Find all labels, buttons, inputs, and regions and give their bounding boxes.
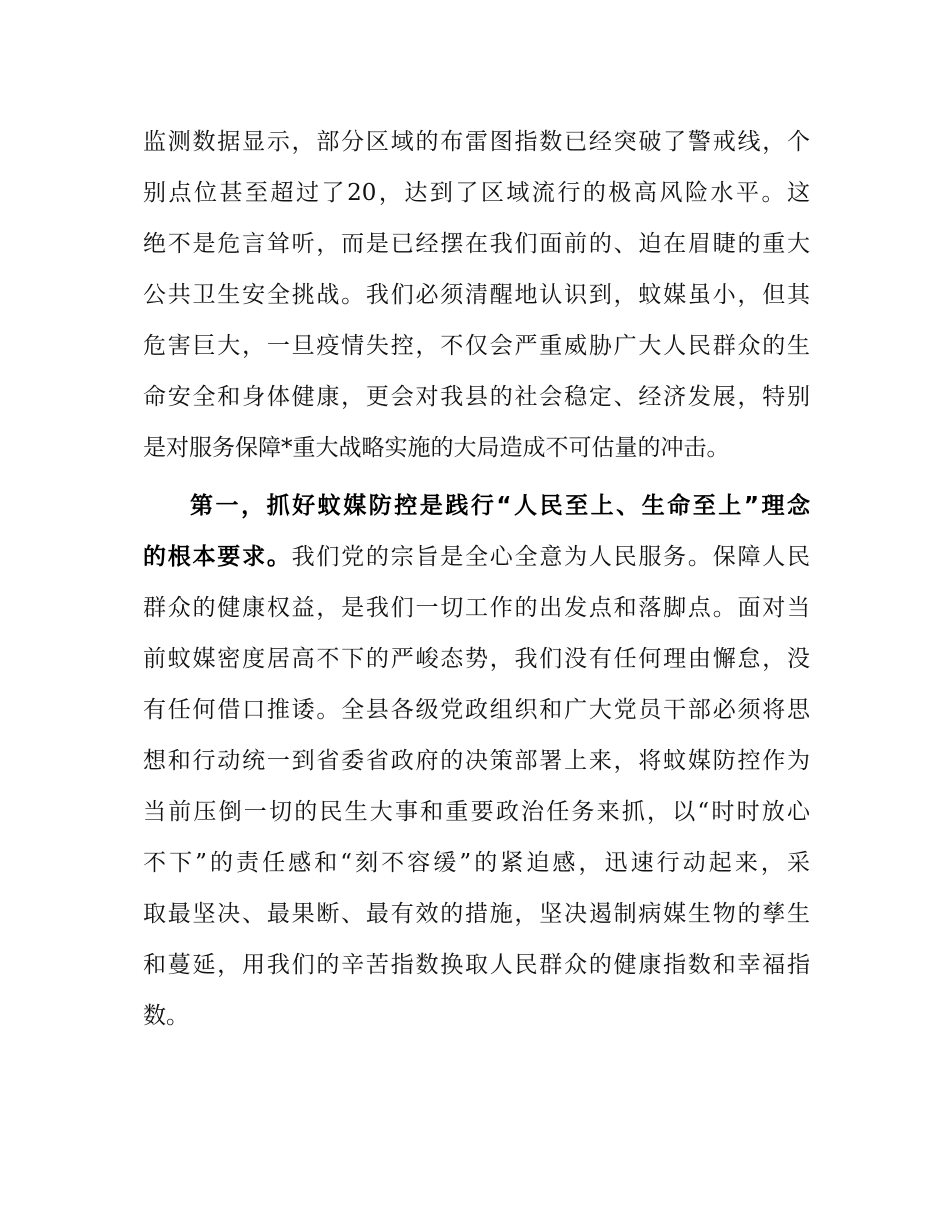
paragraph-line: 有任何借口推诿。全县各级党政组织和广大党员干部必须将思 (143, 697, 810, 723)
paragraph-line: 危害巨大，一旦疫情失控，不仅会严重威胁广大人民群众的生 (143, 333, 810, 359)
paragraph-line: 当前压倒一切的民生大事和重要政治任务来抓，以“时时放心 (143, 799, 810, 825)
paragraph-line: 绝不是危言耸听，而是已经摆在我们面前的、迫在眉睫的重大 (143, 231, 810, 257)
paragraph-line: 不下”的责任感和“刻不容缓”的紧迫感，迅速行动起来，采 (143, 850, 810, 876)
paragraph-line: 数。 (143, 1003, 189, 1029)
section-heading-continued: 的根本要求。 (143, 544, 292, 570)
paragraph-line (143, 537, 810, 577)
paragraph-line: 别点位甚至超过了20，达到了区域流行的极高风险水平。这 (143, 180, 810, 206)
paragraph-text: 我们党的宗旨是全心全意为人民服务。保障人民 (291, 544, 811, 570)
paragraph-line: 前蚊媒密度居高不下的严峻态势，我们没有任何理由懈怠，没 (143, 646, 810, 672)
paragraph-line: 取最坚决、最果断、最有效的措施，坚决遏制病媒生物的孳生 (143, 901, 810, 927)
paragraph-line: 是对服务保障*重大战略实施的大局造成不可估量的冲击。 (143, 435, 730, 461)
paragraph-line: 群众的健康权益，是我们一切工作的出发点和落脚点。面对当 (143, 595, 810, 621)
paragraph-line: 命安全和身体健康，更会对我县的社会稳定、经济发展，特别 (143, 384, 810, 410)
paragraph-line: 想和行动统一到省委省政府的决策部署上来，将蚊媒防控作为 (143, 748, 810, 774)
section-heading: 第一，抓好蚊媒防控是践行“人民至上、生命至上”理念 (190, 493, 810, 519)
paragraph-line: 和蔓延，用我们的辛苦指数换取人民群众的健康指数和幸福指 (143, 952, 810, 978)
paragraph-line: 监测数据显示，部分区域的布雷图指数已经突破了警戒线，个 (143, 129, 810, 155)
paragraph-line: 公共卫生安全挑战。我们必须清醒地认识到，蚊媒虽小，但其 (143, 282, 810, 308)
